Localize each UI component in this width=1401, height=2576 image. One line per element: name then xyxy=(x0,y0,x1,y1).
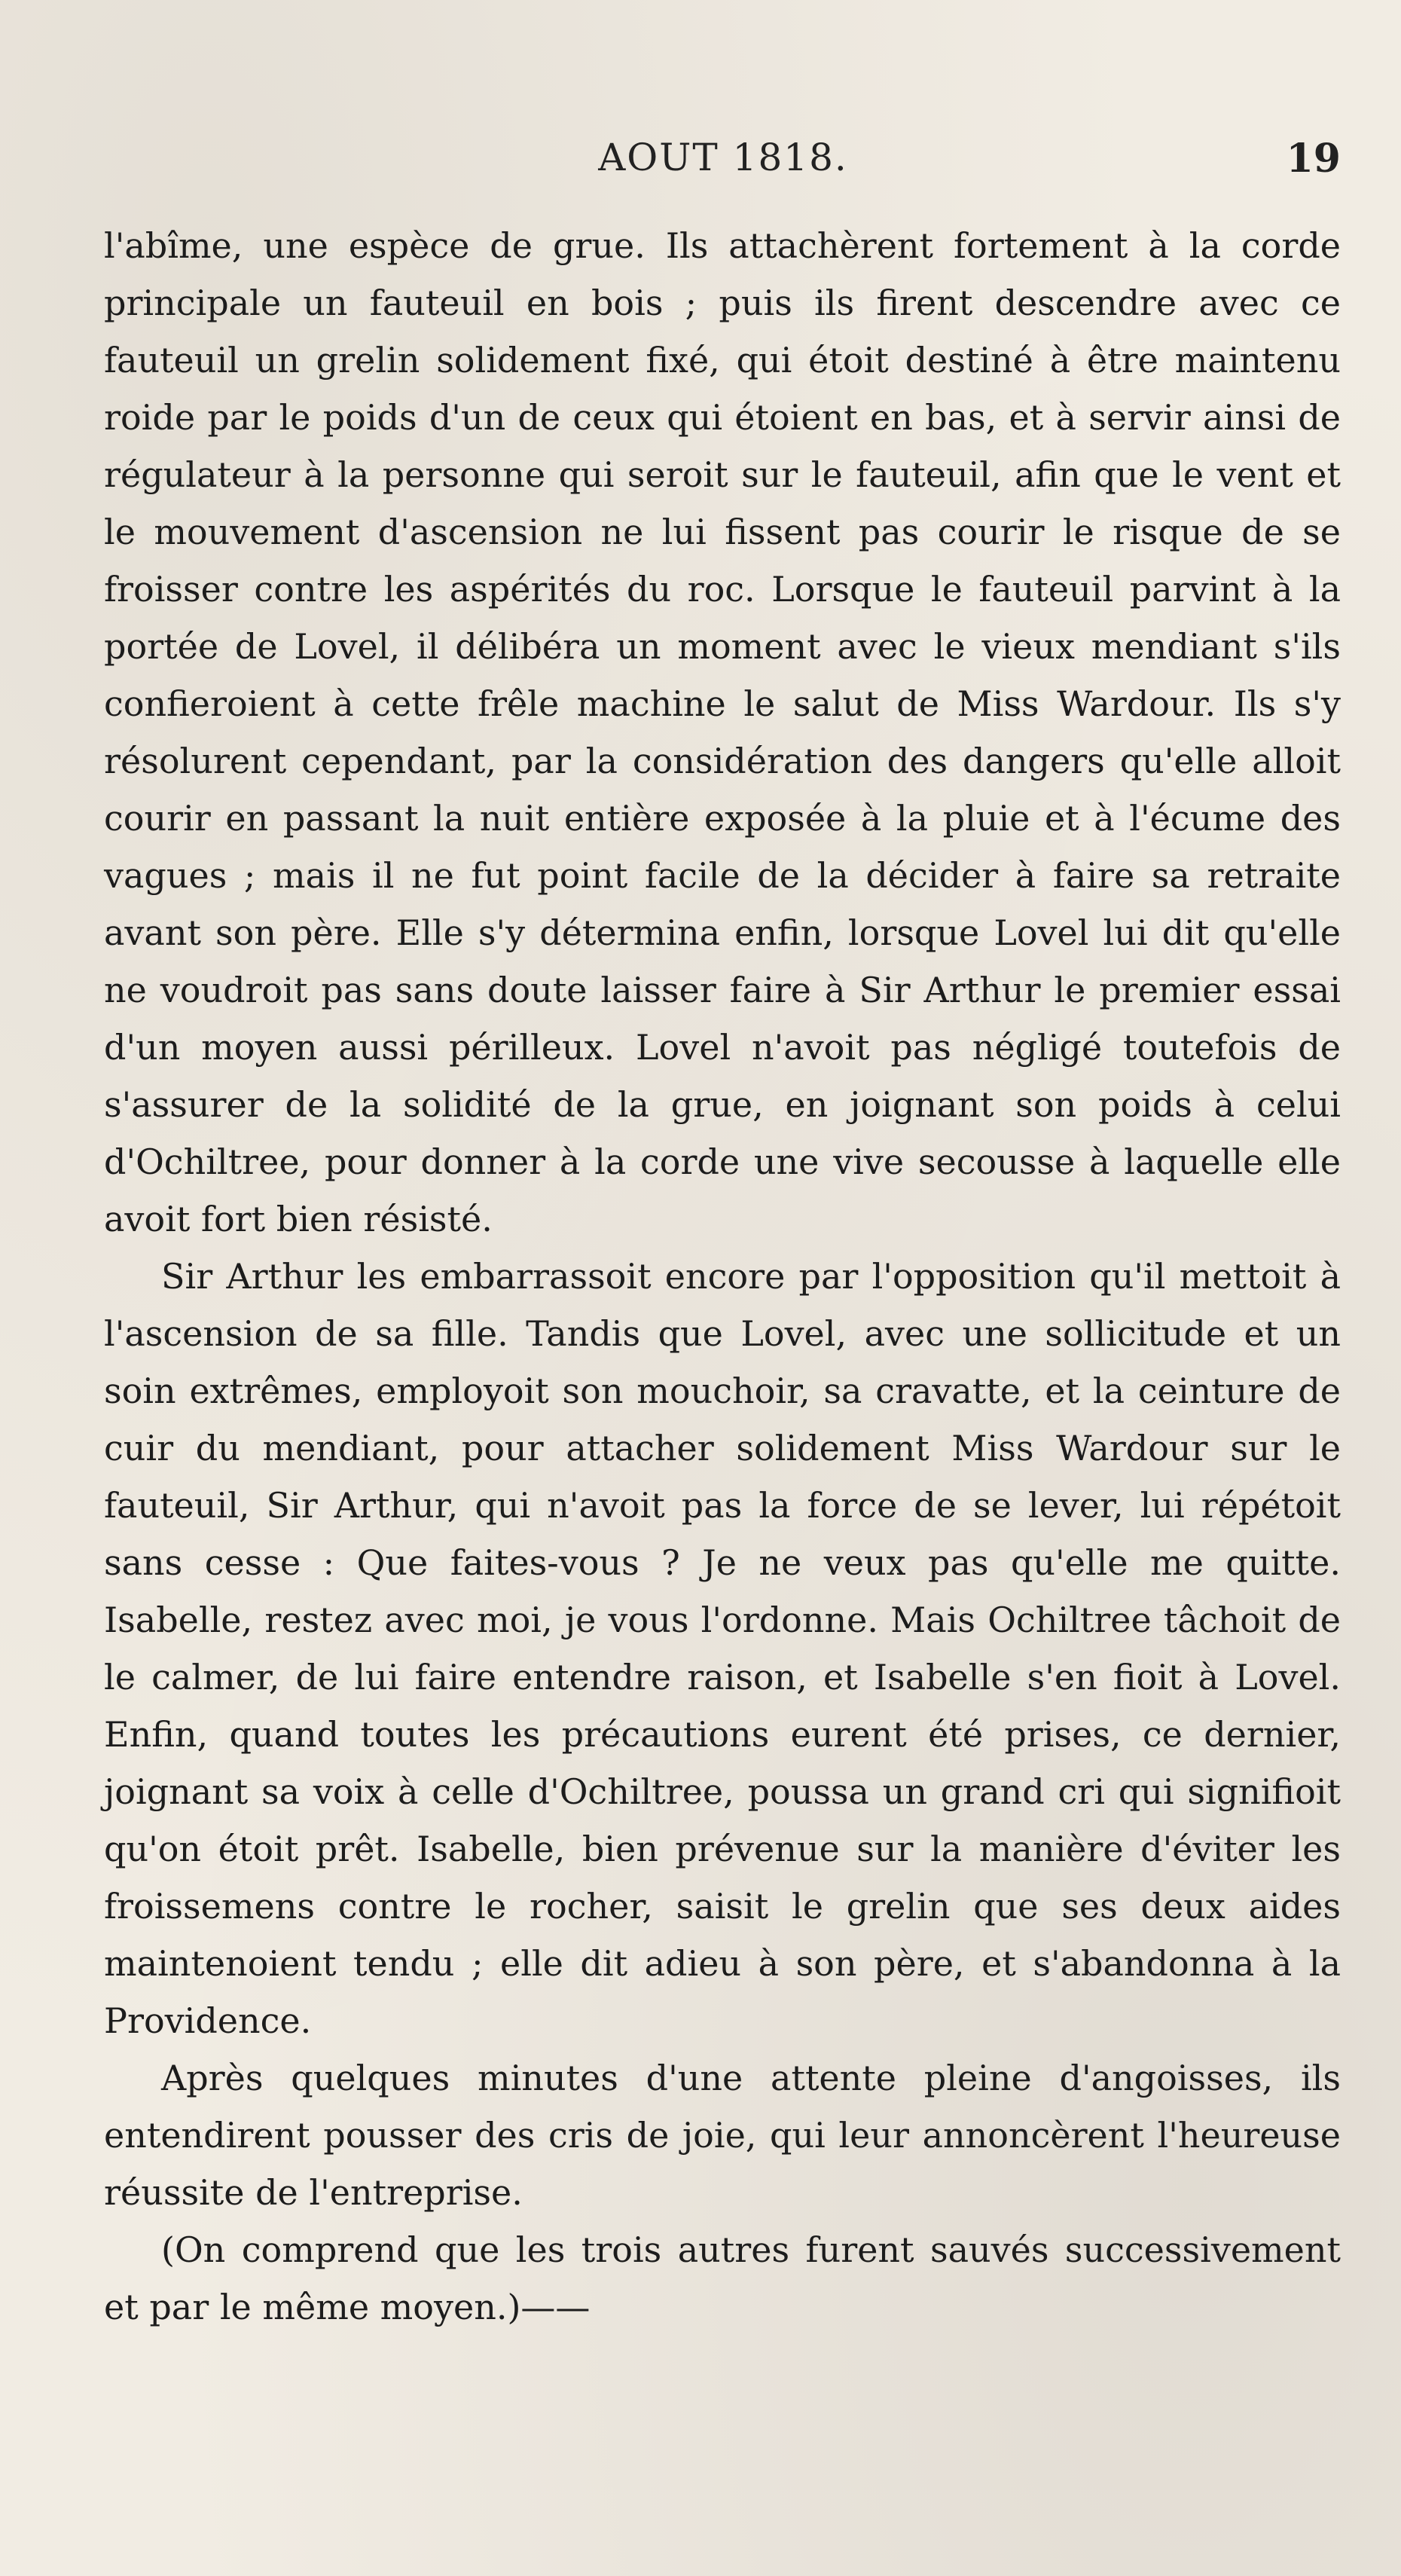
body-text xyxy=(104,217,1341,2336)
running-title: AOUT 1818. xyxy=(598,136,848,179)
page-number: 19 xyxy=(1286,136,1341,182)
paragraph-3: Après quelques minutes d'une attente pleine d'angoisses, ils entendirent pousser des cris de joie, qui leur annoncèrent l'heureuse réussite de l'entreprise. xyxy=(104,2058,1341,2213)
paragraph-1: l'abîme, une espèce de grue. Ils attachèrent fortement à la corde principale un fauteuil en bois ; puis ils firent descendre avec ce fauteuil un grelin solidement fixé, qui étoit destiné à être maintenu roide par le poids d'un de ceux qui étoient en bas, et à servir ainsi de régulateur à la personne qui seroit sur le fauteuil, afin que le vent et le mouvement d'ascension ne lui fissent pas courir le risque de se froisser contre les aspérités du roc. Lorsque le fauteuil parvint à la portée de Lovel, il délibéra un moment avec le vieux mendiant s'ils confieroient à cette frêle machine le salut de Miss Wardour. Ils s'y résolurent cependant, par la considération des dangers qu'elle alloit courir en passant la nuit entière exposée à la pluie et à l'écume des vagues ; mais il ne fut point facile de la décider à faire sa retraite avant son père. Elle s'y détermina enfin, lorsque Lovel lui dit qu'elle ne voudroit pas sans doute laisser faire à Sir Arthur le premier essai d'un moyen aussi périlleux. Lovel n'avoit pas négligé toutefois de s'assurer de la solidité de la grue, en joignant son poids à celui d'Ochiltree, pour donner à la corde une vive secousse à laquelle elle avoit fort bien résisté. xyxy=(104,225,1341,1239)
paragraph-2: Sir Arthur les embarrassoit encore par l'opposition qu'il mettoit à l'ascension de sa fille. Tandis que Lovel, avec une sollicitude et un soin extrêmes, employoit son mouchoir, sa cravatte, et la ceinture de cuir du mendiant, pour attacher solidement Miss Wardour sur le fauteuil, Sir Arthur, qui n'avoit pas la force de se lever, lui répétoit sans cesse : Que faites-vous ? Je ne veux pas qu'elle me quitte. Isabelle, restez avec moi, je vous l'ordonne. Mais Ochiltree tâchoit de le calmer, de lui faire entendre raison, et Isabelle s'en fioit à Lovel. Enfin, quand toutes les précautions eurent été prises, ce dernier, joignant sa voix à celle d'Ochiltree, poussa un grand cri qui signifioit qu'on étoit prêt. Isabelle, bien prévenue sur la manière d'éviter les froissemens contre le rocher, saisit le grelin que ses deux aides maintenoient tendu ; elle dit adieu à son père, et s'abandonna à la Providence. xyxy=(104,1256,1341,2041)
page-header xyxy=(105,136,1341,203)
paragraph-4: (On comprend que les trois autres furent sauvés successivement et par le même moyen.)—— xyxy=(104,2229,1341,2327)
